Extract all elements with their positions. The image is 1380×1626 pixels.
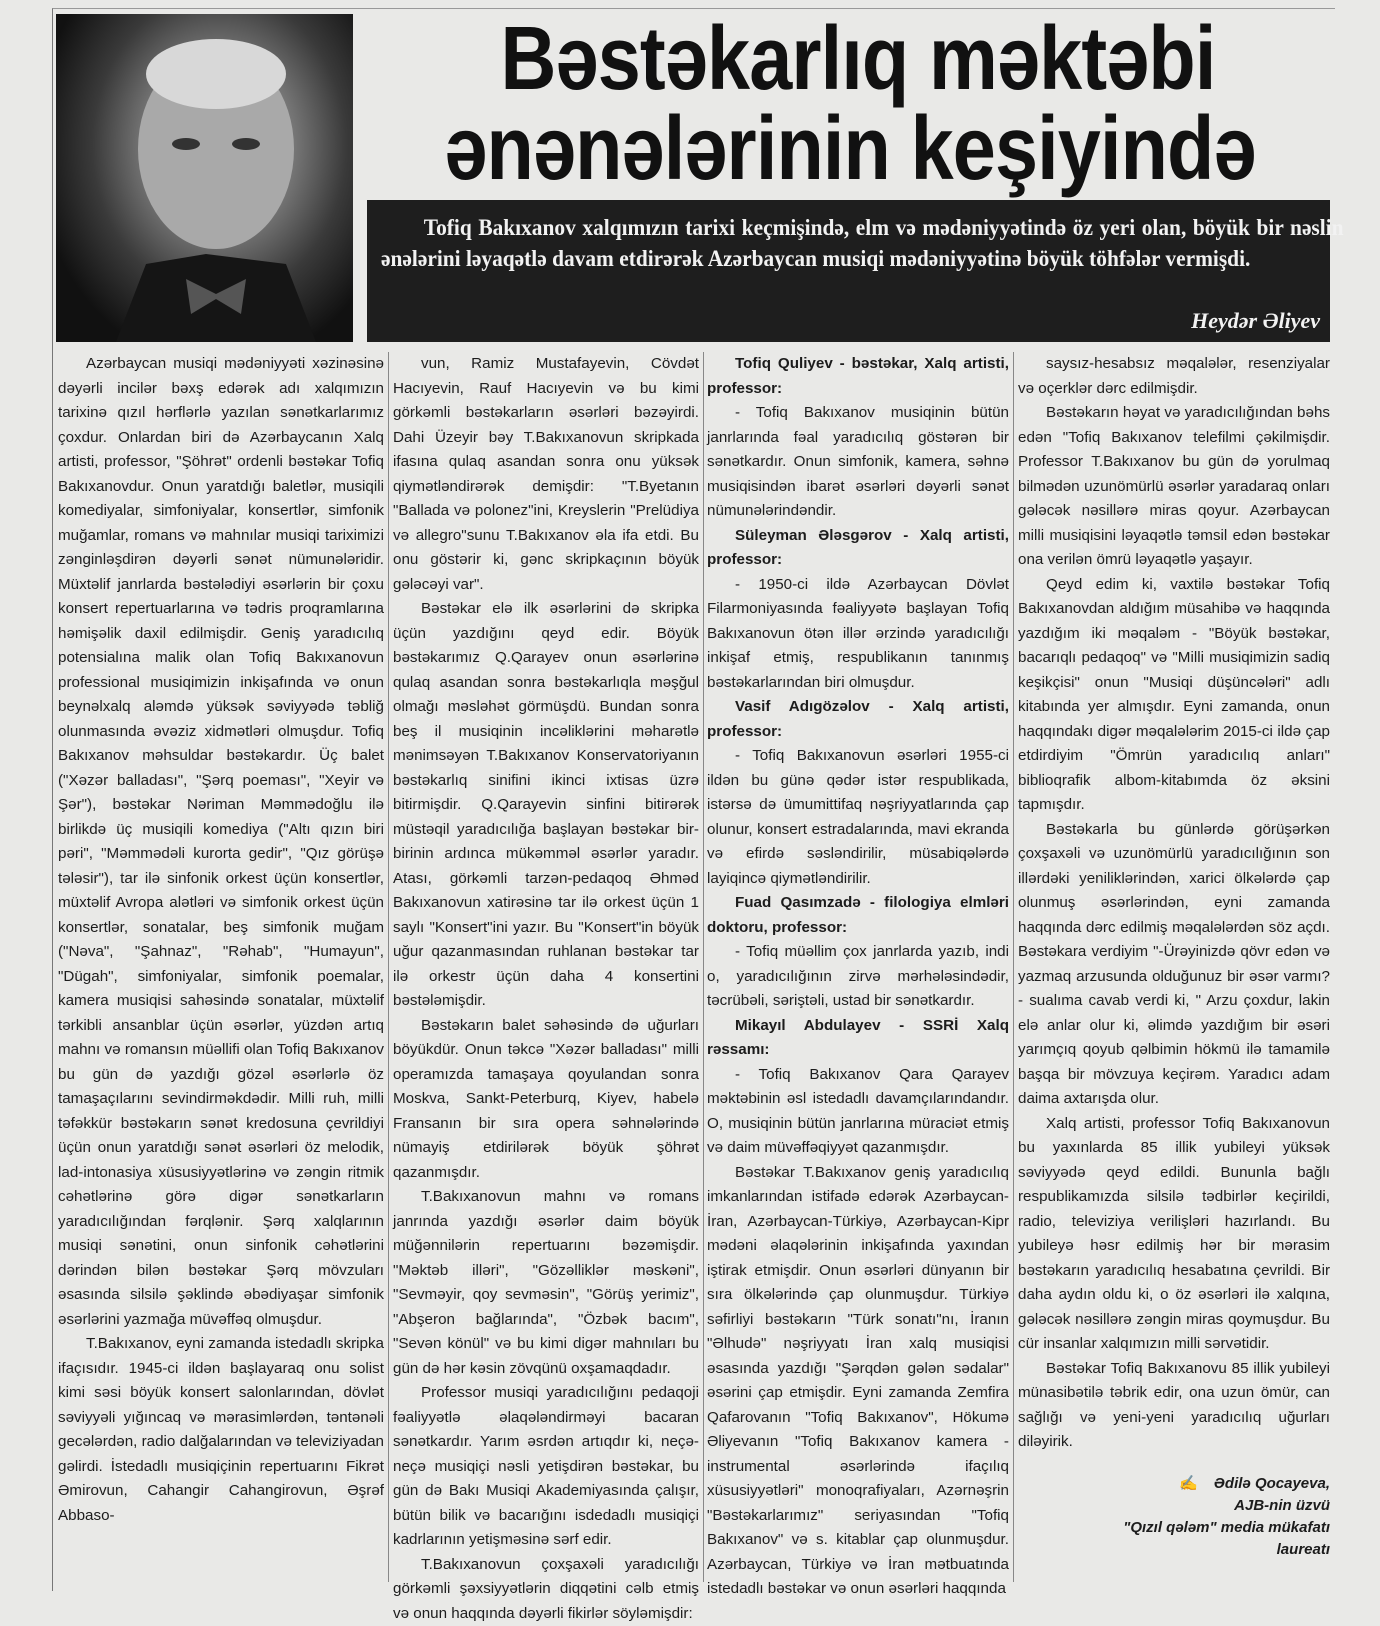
pen-icon: ✍	[1179, 1473, 1198, 1495]
quote-attribution: Fuad Qasımzadə - filologiya elmləri doktoru, professor:	[707, 891, 1009, 940]
article-column-1	[58, 352, 384, 1582]
article-paragraph: T.Bakıxanov, eyni zamanda istedadlı skripka ifaçısıdır. 1945-ci ildən başlayaraq onu solist kimi səsi böyük konsert salonlarından, dövlət səviyyəli yığıncaq və mərasimlərdən, təntənəli gecələrdən, radio dalğalarından və televiziyadan gəlirdi. İstedadlı musiqiçinin repertuarını Fikrət Əmirovun, Cahangir Cahangirovun, Əşrəf Abbaso-	[58, 1332, 384, 1528]
article-paragraph: - Tofiq Bakıxanovun əsərləri 1955-ci ildən bu günə qədər istər respublikada, istərsə də ümumittifaq nəşriyyatlarında çap olunur, konsert estradalarında, mavi ekranda və efirdə səsləndirilir, müsabiqələrdə layiqincə qiymətləndirilir.	[707, 744, 1009, 891]
article-paragraph: T.Bakıxanovun çoxşaxəli yaradıcılığı görkəmli şəxsiyyətlərin diqqətini cəlb etmiş və onun haqqında dəyərli fikirlər söyləmişdir:	[393, 1553, 699, 1626]
quote-attribution: Mikayıl Abdulayev - SSRİ Xalq rəssamı:	[707, 1014, 1009, 1063]
quote-attribution: Tofiq Quliyev - bəstəkar, Xalq artisti, professor:	[707, 352, 1009, 401]
headline-line-1: Bəstəkarlıq məktəbi	[437, 14, 1280, 104]
headline-line-2: ənənələrinin keşiyində	[429, 104, 1272, 194]
article-paragraph: - 1950-ci ildə Azərbaycan Dövlət Filarmoniyasında fəaliyyətə başlayan Tofiq Bakıxanovun ötən illər ərzində yaradıcılığı inkişaf etmiş, respublikanın tanınmış bəstəkarlarından biri olmuşdur.	[707, 573, 1009, 696]
article-paragraph: Bəstəkar Tofiq Bakıxanovu 85 illik yubileyi münasibətilə təbrik edir, ona uzun ömür, can sağlığı və yeni-yeni yaradıcılıq uğurları diləyirik.	[1018, 1357, 1330, 1455]
author-award-title: laureatı	[1018, 1539, 1330, 1561]
column-divider	[703, 352, 704, 1582]
article-paragraph: saysız-hesabsız məqalələr, resenziyalar və oçerklər dərc edilmişdir.	[1018, 352, 1330, 401]
author-membership: AJB-nin üzvü	[1018, 1495, 1330, 1517]
portrait-image	[56, 14, 353, 342]
author-award: "Qızıl qələm" media mükafatı	[1018, 1517, 1330, 1539]
article-paragraph: Bəstəkarla bu günlərdə görüşərkən çoxşaxəli və uzunömürlü yaradıcılığının son illərdəki yeniliklərindən, xarici ölkələrdə çap olunmuş əsərlərindən, eyni zamanda haqqında dərc edilmiş məqalələrdən söz açdı. Bəstəkara verdiyim "-Ürəyinizdə qövr edən və yazmaq arzusunda olduğunuz bir əsər varmı?- sualıma cavab verdi ki, " Arzu çoxdur, lakin elə anlar olur ki, əlimdə yazdığım bir əsəri yarımçıq qoyub qəlbimin hökmü ilə tamamilə başqa bir mövzuya keçirəm. Yaradıcı adam daima axtarışda olur.	[1018, 818, 1330, 1112]
article-paragraph: Xalq artisti, professor Tofiq Bakıxanovun bu yaxınlarda 85 illik yubileyi yüksək səviyyədə qeyd edildi. Bununla bağlı respublikamızda silsilə tədbirlər keçirildi, radio, televiziya verilişləri hazırlandı. Bu yubileyə həsr edilmiş hər bir mərasim bəstəkarın yaradıcılıq hesabatına çevrildi. Bir daha aydın oldu ki, o öz əsərləri ilə xalqına, gələcək nəsillərə zəngin miras qoymuşdur. Bu cür insanlar xalqımızın milli sərvətidir.	[1018, 1112, 1330, 1357]
article-paragraph: Bəstəkarın balet səhəsində də uğurları böyükdür. Onun təkcə "Xəzər balladası" milli operamızda tamaşaya qoyulandan sonra Moskva, Sankt-Peterburq, Kiyev, habelə Fransanın bir sıra opera səhnələrində nümayiş etdirilərək böyük şöhrət qazanmışdır.	[393, 1014, 699, 1186]
article-column-2	[393, 352, 699, 1582]
quote-attribution: Vasif Adıgözəlov - Xalq artisti, professor:	[707, 695, 1009, 744]
article-paragraph: Azərbaycan musiqi mədəniyyəti xəzinəsinə dəyərli incilər bəxş edərək adı xalqımızın tarixinə qızıl hərflərlə yazılan sənətkarlarımız çoxdur. Onlardan biri də Azərbaycanın Xalq artisti, professor, "Şöhrət" ordenli bəstəkar Tofiq Bakıxanovdur. Onun yaratdığı baletlər, musiqili komediyalar, simfoniyalar, konsertlər, simfonik muğamlar, romans və mahnılar musiqi tariximizi zənginləşdirən dəyərli sənət nümunələridir. Müxtəlif janrlarda bəstələdiyi əsərlərin bir çoxu konsert repertuarlarına və tədris proqramlarına həmişəlik daxil edilmişdir. Geniş yaradıcılıq potensialına malik olan Tofiq Bakıxanovun professional musiqimizin inkişafında və onun beynəlxalq aləmdə yüksək səviyyədə təbliğ olunmasında əvəziz xidmətləri olmuşdur. Tofiq Bakıxanov məhsuldar bəstəkardır. Üç balet ("Xəzər balladası", "Şərq poeması", "Xeyir və Şər"), bəstəkar Nəriman Məmmədoğlu ilə birlikdə üç musiqili komediya ("Altı qızın biri pəri", "Məmmədəli kurorta gedir", "Qız görüşə tələsir"), tar ilə sinfonik orkest üçün konsertlər, müxtəlif Avropa alətləri və simfonik orkest üçün konsertlər, sonatalar, beş simfonik muğam ("Nəva", "Şahnaz", "Rəhab", "Humayun", "Dügah", simfoniyalar, simfonik poemalar, kamera musiqisi sahəsində sonatalar, müxtəlif tərkibli ansanblar üçün əsərlər, yüzdən artıq mahnı və romansın müəllifi olan Tofiq Bakıxanov bu gün də yazdığı gözəl əsərlərlə öz tamaşaçılarını sevindirməkdədir. Milli ruh, milli təfəkkür bəstəkarın sənət kredosuna çevrildiyi üçün onun yaratdığı sənət əsərləri öz melodik, lad-intonasiya xüsusiyyətlərinə və zəngin ritmik cəhətlərinə görə digər sənətkarların yaradıcılığından fərqlənir. Şərq xalqlarının musiqi sənətini, onun sinfonik cəhətlərini dərindən bilən bəstəkar Şərq mövzuları əsasında silsilə şəklində əbədiyaşar simfonik əsərlərini yazmağa müvəffəq olmuşdur.	[58, 352, 384, 1332]
article-paragraph: Bəstəkarın həyat və yaradıcılığından bəhs edən "Tofiq Bakıxanov telefilmi çəkilmişdir. Professor T.Bakıxanov bu gün də yorulmaq bilmədən uzunömürlü əsərlər yaradaraq onları gələcək nəsillərə miras qoyur. Azərbaycan milli musiqisini ləyaqətlə təmsil edən bəstəkar ona verilən ömrü ləyaqətlə yaşayır.	[1018, 401, 1330, 573]
epigraph-author: Heydər Əliyev	[1191, 308, 1320, 334]
article-paragraph: - Tofiq müəllim çox janrlarda yazıb, indi o, yaradıcılığının zirvə mərhələsindədir, təcrübəli, səriştəli, ustad bir sənətkardır.	[707, 940, 1009, 1014]
article-paragraph: Bəstəkar T.Bakıxanov geniş yaradıcılıq imkanlarından istifadə edərək Azərbaycan-İran, Azərbaycan-Türkiyə, Azərbaycan-Kipr mədəni əlaqələrinin inkişafında yaxından iştirak etmişdir. Onun əsərləri dünyanın bir sıra ölkələrində çap olunmuşdur. Türkiyə səfirliyi bəstəkarın "Türk sonatı"nı, İranın "Əlhudə" nəşriyyatı İran xalq musiqisi əsasında yazdığı "Şərqdən gələn sədalar" əsərini çap etmişdir. Eyni zamanda Zemfira Qafarovanın "Tofiq Bakıxanov", Hökumə Əliyevanın "Tofiq Bakıxanov kamera - instrumental əsərlərində ifaçılıq xüsusiyyətləri" monoqrafiyaları, Azərnəşrin "Bəstəkarlarımız" seriyasından "Tofiq Bakıxanov" və s. kitablar çap olunmuşdur. Azərbaycan, Türkiyə və İran mətbuatında istedadlı bəstəkar və onun əsərləri haqqında	[707, 1161, 1009, 1602]
article-column-3	[707, 352, 1009, 1582]
column-divider	[1013, 352, 1014, 1582]
article-paragraph: - Tofiq Bakıxanov musiqinin bütün janrlarında fəal yaradıcılıq göstərən bir sənətkardır. Onun simfonik, kamera, səhnə musiqisindən ibarət əsərləri dəyərli sənət nümunələrindəndir.	[707, 401, 1009, 524]
article-paragraph: Bəstəkar elə ilk əsərlərini də skripka üçün yazdığını qeyd edir. Böyük bəstəkarımız Q.Qarayev onun əsərlərinə qulaq asandan sonra bəstəkarlıqla məşğul olmağı məsləhət görmüşdü. Bundan sonra beş il musiqinin incəliklərini məharətlə mənimsəyən T.Bakıxanov Konservatoriyanın bəstəkarlıq sinifini ikinci ixtisas üzrə bitirmişdir. Q.Qarayevin sinfini bitirərək müstəqil yaradıcılığa başlayan bəstəkar bir-birinin ardınca mükəmməl əsərlər yaradır. Atası, görkəmli tarzən-pedaqoq Əhməd Bakıxanovun xatirəsinə tar ilə orkest üçün 1 saylı "Konsert"ini yazır. Bu "Konsert"in böyük uğur qazanmasından ruhlanan bəstəkar tar ilə orkestr üçün daha 4 konsertini bəstələmişdir.	[393, 597, 699, 1014]
column-divider	[388, 352, 389, 1582]
author-signature	[1018, 1473, 1330, 1561]
article-paragraph: - Tofiq Bakıxanov Qara Qarayev məktəbinin əsl istedadlı davamçılarındandır. O, musiqinin bütün janrlarına müraciət etmiş və daim müvəffəqiyyət qazanmışdır.	[707, 1063, 1009, 1161]
article-paragraph: vun, Ramiz Mustafayevin, Cövdət Hacıyevin, Rauf Hacıyevin və bu kimi görkəmli bəstəkarların əsərləri bəzəyirdi. Dahi Üzeyir bəy T.Bakıxanovun skripkada ifasına qulaq asandan sonra onu yüksək qiymətləndirərək demişdir: "T.Byetanın "Ballada və polonez"ini, Kreyslerin "Prelüdiya və allegro"sunu T.Bakıxanov əla ifa etdi. Bu onu göstərir ki, gənc skripkaçının böyük gələcəyi var".	[393, 352, 699, 597]
portrait-photo	[56, 14, 353, 342]
author-name: Ədilə Qocayeva,	[1214, 1475, 1330, 1492]
article-column-4	[1018, 352, 1330, 1582]
quote-attribution: Süleyman Ələsgərov - Xalq artisti, professor:	[707, 524, 1009, 573]
article-paragraph: Professor musiqi yaradıcılığını pedaqoji fəaliyyətlə əlaqələndirməyi bacaran sənətkardır. Yarım əsrdən artıqdır ki, neçə-neçə musiqiçi nəsli yetişdirən bəstəkar, bu gün də Bakı Musiqi Akademiyasında çalışır, bütün bilik və bacarığını isdedadlı musiqiçi kadrlarının yetişməsinə sərf edir.	[393, 1381, 699, 1553]
article-paragraph: Qeyd edim ki, vaxtilə bəstəkar Tofiq Bakıxanovdan aldığım müsahibə və haqqında yazdığım iki məqaləm - "Böyük bəstəkar, bacarıqlı pedaqoq" və "Milli musiqimizin sadiq keşikçisi" onun "Musiqi düşüncələri" adlı kitabında yer almışdır. Eyni zamanda, onun haqqındakı digər məqalələrim 2015-ci ildə çap etdirdiyim "Ömrün yaradıcılıq anları" biblioqrafik albom-kitabımda öz əksini tapmışdır.	[1018, 573, 1330, 818]
article-paragraph: T.Bakıxanovun mahnı və romans janrında yazdığı əsərlər daim böyük müğənnilərin repertuarını bəzəmişdir. "Məktəb illəri", "Gözəlliklər məskəni", "Sevməyir, qoy sevməsin", "Görüş yerimiz", "Abşeron bağlarında", "Özbək bacım", "Sevən könül" və bu kimi digər mahnıları bu gün də hər kəsin zövqünü oxşamaqdadır.	[393, 1185, 699, 1381]
epigraph-text: Tofiq Bakıxanov xalqımızın tarixi keçmişində, elm və mədəniyyətində öz yeri olan, böyük bir nəslin ənələrini ləyaqətlə davam etdirərək Azərbaycan musiqi mədəniyyətinə böyük töhfələr vermişdi.	[381, 212, 1344, 274]
epigraph-box	[367, 200, 1330, 342]
